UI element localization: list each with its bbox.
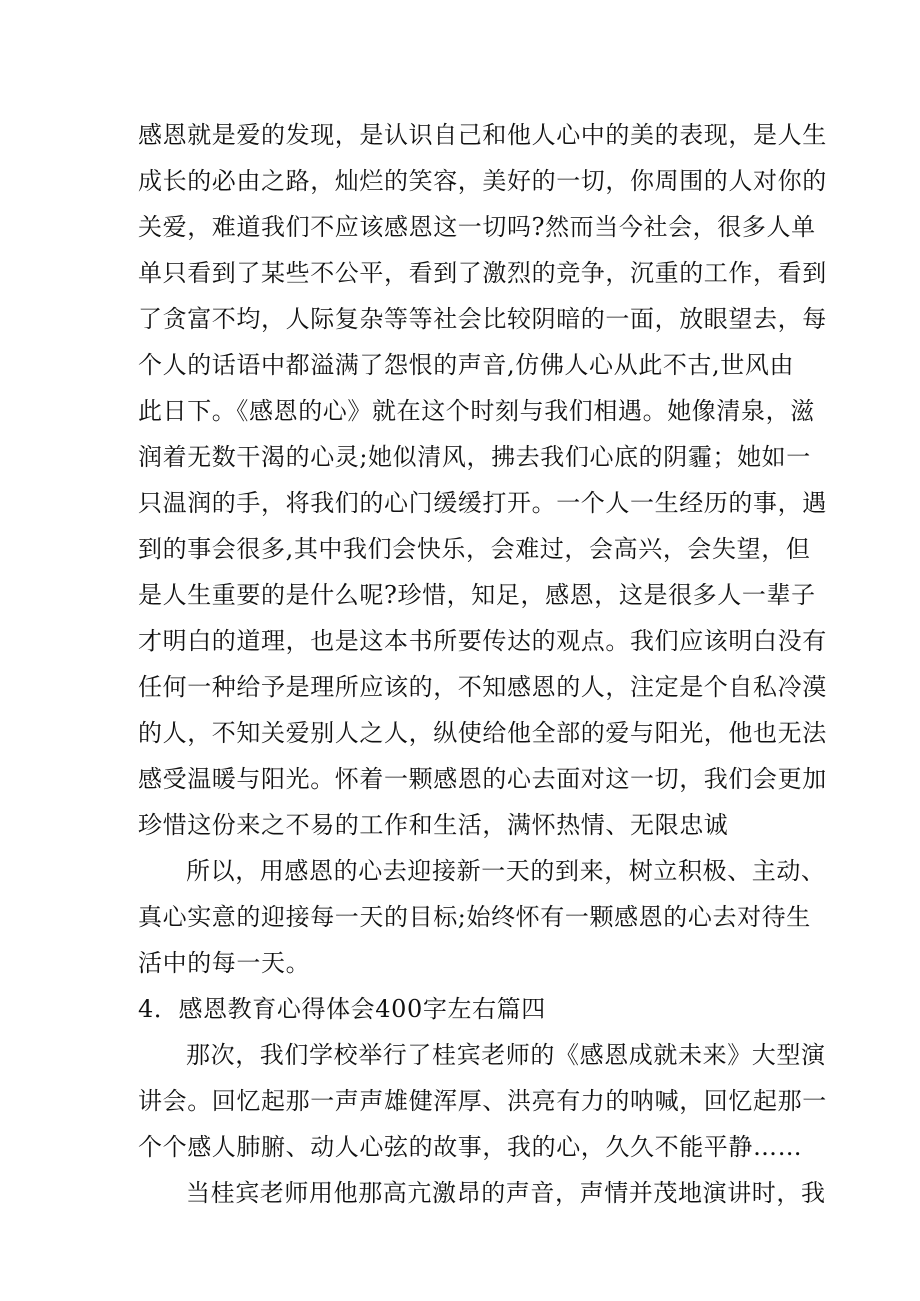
- text-line: 到的事会很多,其中我们会快乐，会难过，会高兴，会失望，但: [138, 535, 811, 563]
- paragraph-conclusion: [138, 848, 826, 986]
- text-line: 个人的话语中都溢满了怨恨的声音,仿佛人心从此不古,世风由: [138, 351, 795, 379]
- paragraph-speech: [138, 1170, 826, 1216]
- text-line: 单只看到了某些不公平，看到了激烈的竞争，沉重的工作，看到: [138, 259, 827, 287]
- text-line: 感受温暖与阳光。怀着一颗感恩的心去面对这一切，我们会更加: [138, 765, 827, 793]
- text-line: 的人，不知关爱别人之人，纵使给他全部的爱与阳光，他也无法: [138, 719, 827, 747]
- text-line: 那次，我们学校举行了桂宾老师的《感恩成就未来》大型演: [186, 1041, 826, 1069]
- text-line: 珍惜这份来之不易的工作和生活，满怀热情、无限忠诚: [138, 811, 729, 839]
- document-body: [138, 112, 827, 1216]
- section-heading: 4．感恩教育心得体会400字左右篇四: [138, 995, 546, 1023]
- text-line: 此日下。《感恩的心》就在这个时刻与我们相遇。她像清泉，滋: [138, 397, 815, 425]
- text-line: 才明白的道理，也是这本书所要传达的观点。我们应该明白没有: [138, 627, 827, 655]
- text-line: 个个感人肺腑、动人心弦的故事，我的心，久久不能平静……: [138, 1133, 803, 1161]
- paragraph-gratitude-discovery: [138, 112, 827, 848]
- paragraph-lecture: [138, 1032, 827, 1170]
- text-line: 活中的每一天。: [138, 949, 311, 977]
- text-line: 只温润的手，将我们的心门缓缓打开。一个人一生经历的事，遇: [138, 489, 827, 517]
- text-line: 当桂宾老师用他那高亢激昂的声音，声情并茂地演讲时，我: [186, 1179, 826, 1207]
- text-line: 润着无数干渴的心灵;她似清风，拂去我们心底的阴霾；她如一: [138, 443, 811, 471]
- text-line: 讲会。回忆起那一声声雄健浑厚、洪亮有力的呐喊，回忆起那一: [138, 1087, 827, 1115]
- text-line: 了贪富不均，人际复杂等等社会比较阴暗的一面，放眼望去，每: [138, 305, 827, 333]
- text-line: 成长的必由之路，灿烂的笑容，美好的一切，你周围的人对你的: [138, 167, 827, 195]
- text-line: 真心实意的迎接每一天的目标;始终怀有一颗感恩的心去对待生: [138, 903, 811, 931]
- text-line: 是人生重要的是什么呢?珍惜，知足，感恩，这是很多人一辈子: [138, 581, 816, 609]
- text-line: 任何一种给予是理所应该的，不知感恩的人，注定是个自私冷漠: [138, 673, 827, 701]
- text-line: 关爱，难道我们不应该感恩这一切吗?然而当今社会，很多人单: [138, 213, 816, 241]
- text-line: 所以，用感恩的心去迎接新一天的到来，树立积极、主动、: [186, 857, 826, 885]
- text-line: 感恩就是爱的发现，是认识自己和他人心中的美的表现，是人生: [138, 121, 827, 149]
